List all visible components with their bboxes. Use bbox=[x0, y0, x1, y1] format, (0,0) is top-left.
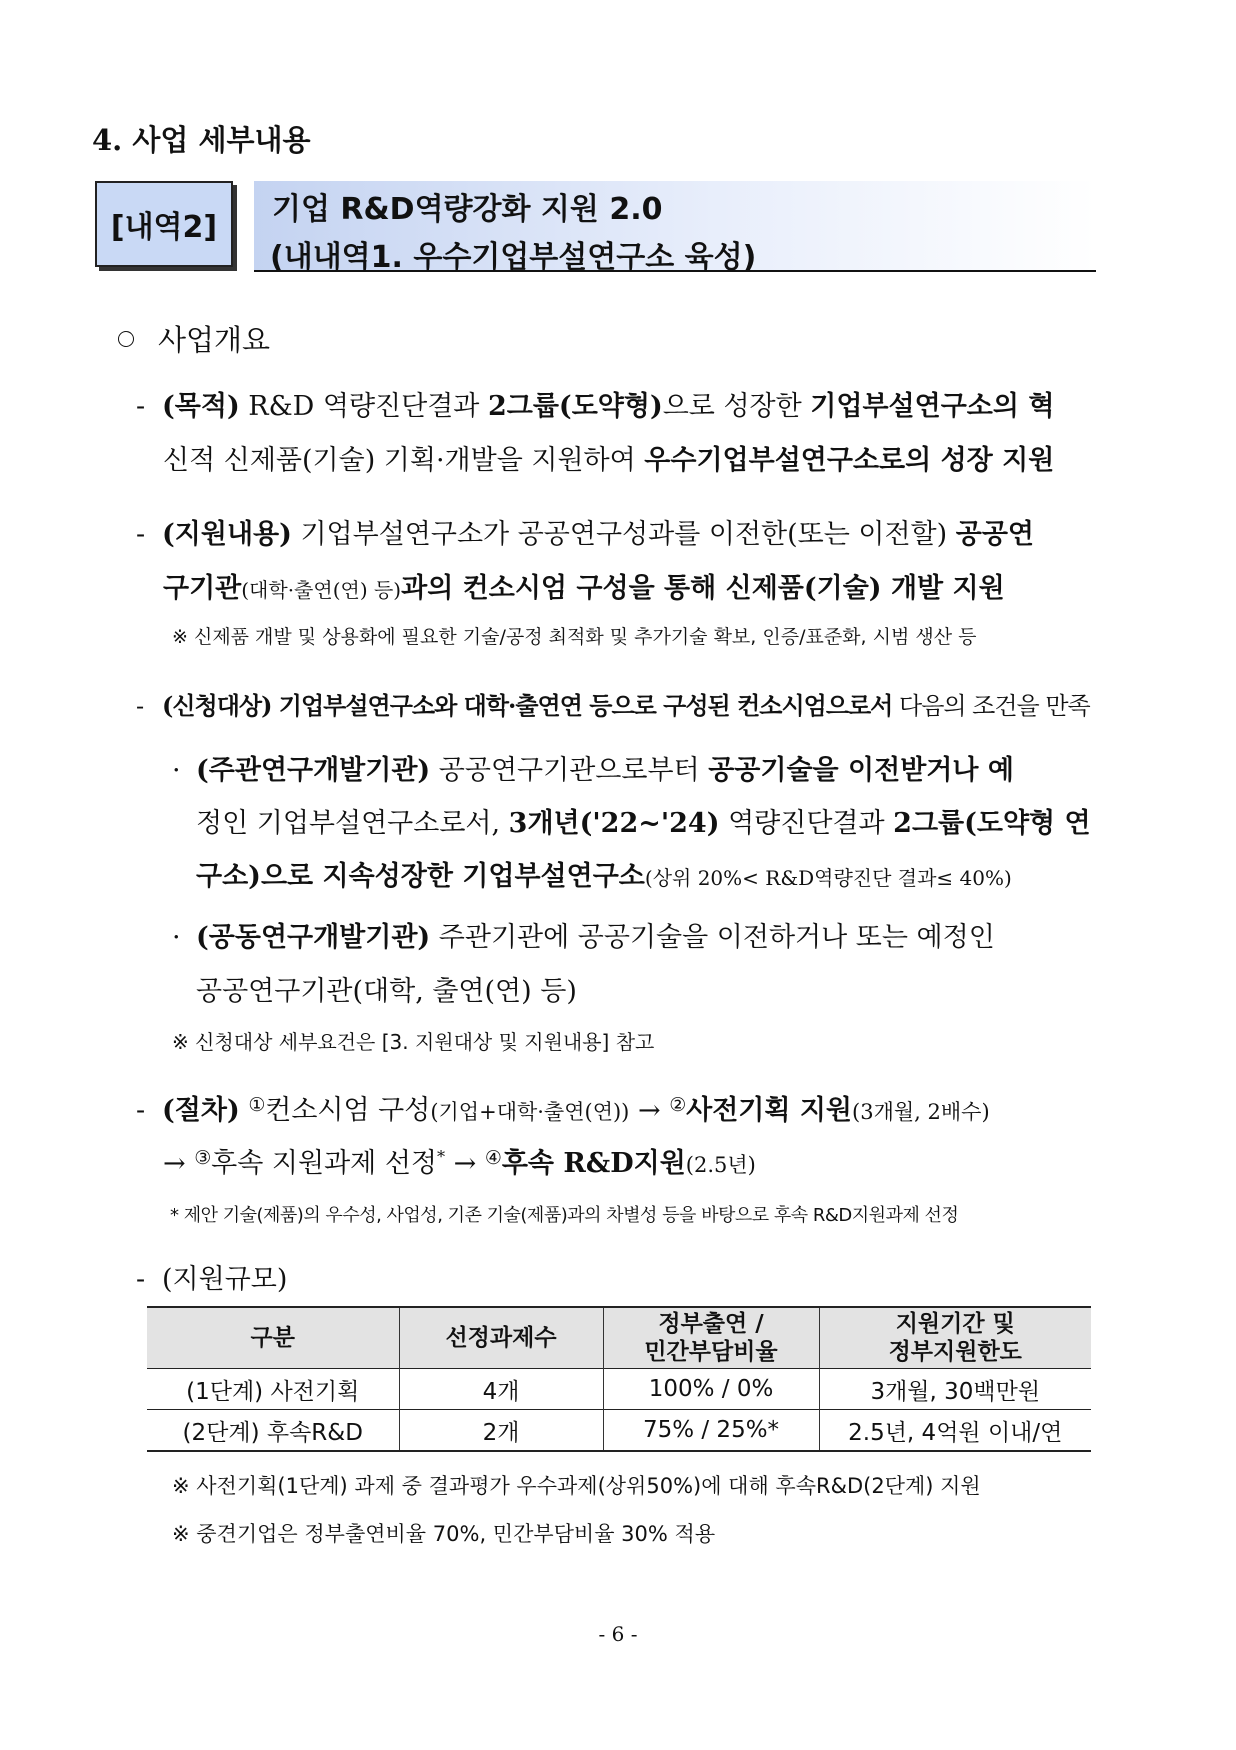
joint-org-line-1: · (공동연구개발기관) 주관기관에 공공기술을 이전하거나 또는 예정인 bbox=[172, 922, 995, 953]
scale-heading: - (지원규모) bbox=[136, 1264, 288, 1295]
cell-stage: (1단계) 사전기획 bbox=[186, 1378, 360, 1405]
cell-task-count: 2개 bbox=[399, 1410, 603, 1452]
purpose-line-1: - (목적) R&D 역량진단결과 2그룹(도약형)으로 성장한 기업부설연구소의 혁 bbox=[136, 391, 1055, 422]
circle-bullet-icon bbox=[118, 331, 134, 347]
lead-org-line-2: 정인 기업부설연구소로서, 3개년('22~'24) 역량진단결과 2그룹(도약형 연 bbox=[196, 808, 1091, 839]
table-header-row bbox=[147, 1307, 1091, 1369]
lead-org-line-3: 구소)으로 지속성장한 기업부설연구소(상위 20%< R&D역량진단 결과≤ 40%) bbox=[196, 861, 1012, 892]
title-line-2: (내내역1. 우수기업부설연구소 육성) bbox=[270, 240, 757, 275]
support-content-line-1: - (지원내용) 기업부설연구소가 공공연구성과를 이전한(또는 이전할) 공공연 bbox=[136, 519, 1035, 550]
tag-label: [내역2] bbox=[95, 181, 233, 267]
target-line: - (신청대상) 기업부설연구소와 대학·출연연 등으로 구성된 컨소시엄으로서 다음의 조건을 만족 bbox=[136, 691, 1090, 720]
cell-funding-ratio: 100% / 0% bbox=[603, 1369, 819, 1410]
header-funding-ratio: 정부출연 / 민간부담비율 bbox=[603, 1307, 819, 1369]
overview-heading: 사업개요 bbox=[118, 318, 270, 359]
cell-period-limit: 3개월, 30백만원 bbox=[819, 1369, 1091, 1410]
table-row bbox=[147, 1369, 1091, 1410]
cell-stage: (2단계) 후속R&D bbox=[182, 1419, 363, 1446]
lead-org-line-1: · (주관연구개발기관) 공공연구기관으로부터 공공기술을 이전받거나 예 bbox=[172, 755, 1014, 786]
scale-note-1: ※ 사전기획(1단계) 과제 중 결과평가 우수과제(상위50%)에 대해 후속R&D(2단계) 지원 bbox=[172, 1474, 981, 1498]
procedure-line-2: → ③후속 지원과제 선정* → ④후속 R&D지원(2.5년) bbox=[163, 1147, 756, 1179]
cell-period-limit: 2.5년, 4억원 이내/연 bbox=[819, 1410, 1091, 1452]
target-note: ※ 신청대상 세부요건은 [3. 지원대상 및 지원내용] 참고 bbox=[172, 1030, 655, 1054]
header-period-limit: 지원기간 및 정부지원한도 bbox=[819, 1307, 1091, 1369]
table-row bbox=[147, 1410, 1091, 1452]
header-task-count: 선정과제수 bbox=[399, 1307, 603, 1369]
support-scale-table bbox=[147, 1306, 1091, 1452]
section-title: 4. 사업 세부내용 bbox=[92, 123, 311, 157]
cell-funding-ratio: 75% / 25%* bbox=[603, 1410, 819, 1452]
scale-note-2: ※ 중견기업은 정부출연비율 70%, 민간부담비율 30% 적용 bbox=[172, 1522, 716, 1546]
purpose-line-2: 신적 신제품(기술) 기획·개발을 지원하여 우수기업부설연구소로의 성장 지원 bbox=[163, 445, 1055, 476]
procedure-note: * 제안 기술(제품)의 우수성, 사업성, 기존 기술(제품)과의 차별성 등을 바탕으로 후속 R&D지원과제 선정 bbox=[170, 1205, 959, 1226]
support-content-note: ※ 신제품 개발 및 상용화에 필요한 기술/공정 최적화 및 추가기술 확보, 인증/표준화, 시범 생산 등 bbox=[172, 626, 977, 648]
support-content-line-2: 구기관(대학·출연(연) 등)과의 컨소시엄 구성을 통해 신제품(기술) 개발 지원 bbox=[163, 573, 1005, 604]
joint-org-line-2: 공공연구기관(대학, 출연(연) 등) bbox=[196, 976, 577, 1007]
cell-task-count: 4개 bbox=[399, 1369, 603, 1410]
page-number: - 6 - bbox=[598, 1622, 638, 1646]
procedure-line-1: - (절차) ①컨소시엄 구성(기업+대학·출연(연)) → ②사전기획 지원(3개월, 2배수) bbox=[136, 1094, 990, 1126]
header-category: 구분 bbox=[147, 1307, 399, 1369]
title-line-1: 기업 R&D역량강화 지원 2.0 bbox=[272, 192, 663, 227]
